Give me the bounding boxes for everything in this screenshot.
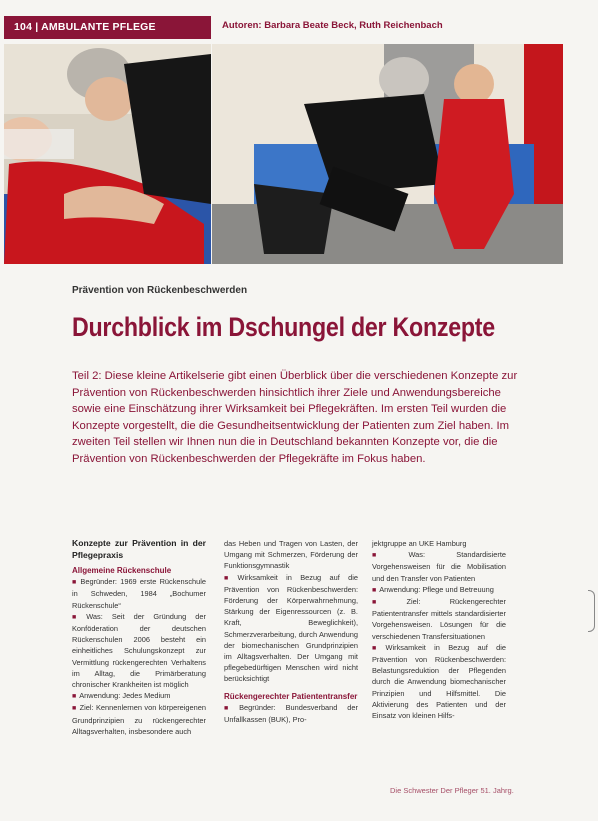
bullet-item: ■ Begründer: 1969 erste Rückenschule in Schweden, 1984 „Bochumer Rückenschule“: [72, 577, 206, 610]
bullet-item: ■ Begründer: Bundesverband der Unfallkassen (BUK), Pro-: [224, 702, 358, 725]
bullet-square-icon: ■: [372, 644, 383, 652]
text-column-2: [224, 538, 358, 725]
section-label: 104 | AMBULANTE PFLEGE: [14, 21, 156, 33]
column-heading: Konzepte zur Prävention in der Pflegepraxis: [72, 538, 206, 560]
article-lead: Teil 2: Diese kleine Artikelserie gibt einen Überblick über die verschiedenen Konzepte zur Prävention von Rückenbeschwerden hinsichtlich ihrer Ziele und Anwendungsbereiche sowie eine Einschätzung ihrer Wirksamkeit bei Pflegekräften. Im ersten Teil wurden die Konzepte vorgestellt, die die Gesundheitsentwicklung der Patienten zum Ziel haben. Im zweiten Teil stellen wir Ihnen nun die in Deutschland bekannten Konzepte vor, die die Prävention von Rückenbeschwerden der Pflegekräfte im Fokus haben.: [72, 370, 518, 465]
bullet-square-icon: ■: [72, 613, 84, 621]
photo-illustration: [4, 44, 563, 264]
article-title: Durchblick im Dschungel der Konzepte: [72, 312, 495, 342]
paragraph: jektgruppe an UKE Hamburg: [372, 539, 467, 548]
bullet-square-icon: ■: [372, 552, 406, 560]
paper-clip-mark: [588, 590, 595, 632]
bullet-item: ■ Anwendung: Pflege und Betreuung: [372, 584, 494, 594]
paragraph: das Heben und Tragen von Lasten, der Umgang mit Schmerzen, Förderung der Funktionsgymnastik: [224, 539, 358, 571]
bullet-square-icon: ■: [72, 579, 78, 587]
subheading-rueckenschule: Allgemeine Rückenschule: [72, 566, 172, 575]
bullet-item: ■ Was: Seit der Gründung der Konföderation der deutschen Rückenschulen 2006 besteht ein einheitliches Schulungskonzept zur Vermittlung rückengerechten Verhaltens im Alltag, die Primärberatung chronischer Krankheiten ist möglich: [72, 611, 206, 690]
subheading-patiententransfer: Rückengerechter Patiententransfer: [224, 691, 358, 701]
section-header: [4, 16, 211, 39]
bullet-square-icon: ■: [72, 705, 77, 713]
bullet-square-icon: ■: [224, 704, 237, 712]
bullet-square-icon: ■: [372, 599, 404, 607]
bullet-item: ■ Was: Standardisierte Vorgehensweisen für die Mobilisation und den Transfer von Patienten: [372, 550, 506, 583]
bullet-item: ■ Wirksamkeit in Bezug auf die Prävention von Rückenbeschwerden: Förderung der Körperwahrnehmung, Stärkung der Eigenressourcen (z. B. Kraft, Beweglichkeit), Schmerzverarbeitung, durch Anwendung der biomechanischen Grundprinzipien im Alltagsverhalten. Der Umgang mit pflegebedürftigen Menschen wird nicht berücksichtigt: [224, 572, 359, 684]
text-column-1: [72, 538, 206, 737]
bullet-item: ■ Ziel: Rückengerechter Patiententransfer mittels standardisierter Vorgehensweisen. Lösungen für die verschiedenen Transfersituationen: [372, 597, 506, 641]
bullet-item: ■ Ziel: Kennenlernen von körpereigenen Grundprinzipien zu rückengerechter Alltagsverhalten, insbesondere auch: [72, 703, 206, 736]
bullet-item: ■ Anwendung: Jedes Medium: [72, 691, 171, 701]
authors-line: Autoren: Barbara Beate Beck, Ruth Reichenbach: [222, 20, 443, 31]
bullet-item: ■ Wirksamkeit in Bezug auf die Prävention von Rückenbeschwerden: Belastungsreduktion der Pflegenden durch die Anwendung biomechanischer Prinzipien und Hilfsmittel. Die Aktivierung des Patienten und der Einsatz von kleinen Hilfs-: [372, 642, 507, 721]
text-column-3: [372, 538, 506, 721]
article-kicker: Prävention von Rückenbeschwerden: [72, 285, 248, 296]
page-footer: Die Schwester Der Pfleger 51. Jahrg.: [390, 786, 514, 795]
bullet-square-icon: ■: [72, 693, 77, 701]
article-photo: [4, 44, 563, 264]
bullet-square-icon: ■: [372, 586, 377, 594]
bullet-square-icon: ■: [224, 574, 235, 582]
